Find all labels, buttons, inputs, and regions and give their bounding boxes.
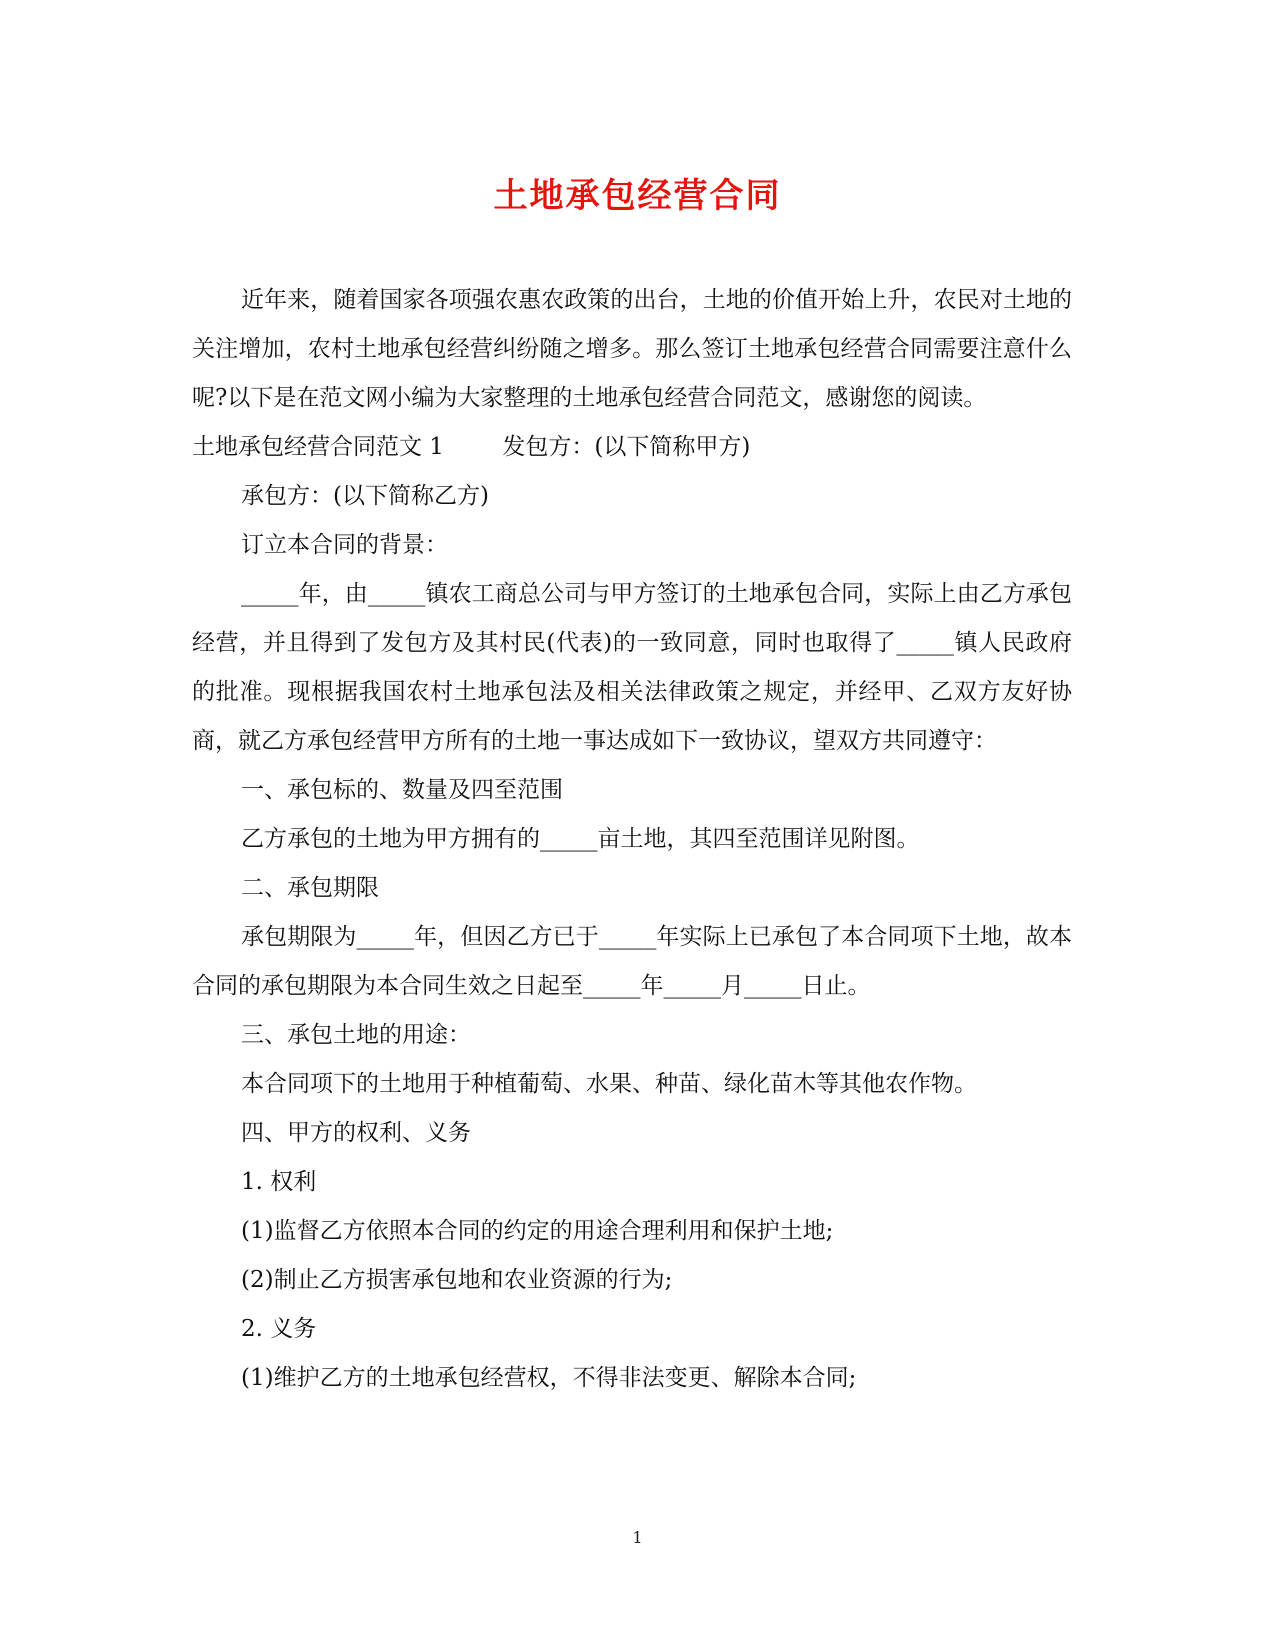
rights-heading: 1. 权利 <box>241 1169 317 1195</box>
section-1-text: 乙方承包的土地为甲方拥有的_____亩土地，其四至范围详见附图。 <box>241 826 920 852</box>
background-paragraph: _____年，由_____镇农工商总公司与甲方签订的土地承包合同，实际上由乙方承包经营，并且得到了发包方及其村民(代表)的一致同意，同时也取得了_____镇人民政府的批准。现根据我国农村土地承包法及相关法律政策之规定，并经甲、乙双方友好协商，就乙方承包经营甲方所有的土地一事达成如下一致协议，望双方共同遵守： <box>192 581 1072 754</box>
rights-item-2: (2)制止乙方损害承包地和农业资源的行为; <box>241 1267 673 1293</box>
section-2-text: 承包期限为_____年，但因乙方已于_____年实际上已承包了本合同项下土地，故本合同的承包期限为本合同生效之日起至_____年_____月_____日止。 <box>192 924 1072 999</box>
intro-paragraph: 近年来，随着国家各项强农惠农政策的出台，土地的价值开始上升，农民对土地的关注增加，农村土地承包经营纠纷随之增多。那么签订土地承包经营合同需要注意什么呢?以下是在范文网小编为大家整理的土地承包经营合同范文，感谢您的阅读。 <box>192 287 1072 411</box>
duties-item-1: (1)维护乙方的土地承包经营权，不得非法变更、解除本合同; <box>241 1365 857 1391</box>
document-body <box>192 276 1072 1403</box>
contract-heading-line: 土地承包经营合同范文 1 发包方：(以下简称甲方) <box>192 434 751 460</box>
page-title: 土地承包经营合同 <box>493 176 782 216</box>
section-3-heading: 三、承包土地的用途： <box>241 1022 471 1048</box>
contractor-line: 承包方：(以下简称乙方) <box>241 483 489 509</box>
section-4-heading: 四、甲方的权利、义务 <box>241 1120 471 1146</box>
rights-item-1: (1)监督乙方依照本合同的约定的用途合理利用和保护土地; <box>241 1218 834 1244</box>
section-2-heading: 二、承包期限 <box>241 875 379 901</box>
background-heading: 订立本合同的背景： <box>241 532 448 558</box>
section-1-heading: 一、承包标的、数量及四至范围 <box>241 777 563 803</box>
duties-heading: 2. 义务 <box>241 1316 317 1342</box>
section-3-text: 本合同项下的土地用于种植葡萄、水果、种苗、绿化苗木等其他农作物。 <box>241 1071 977 1097</box>
page-number: 1 <box>632 1528 643 1547</box>
